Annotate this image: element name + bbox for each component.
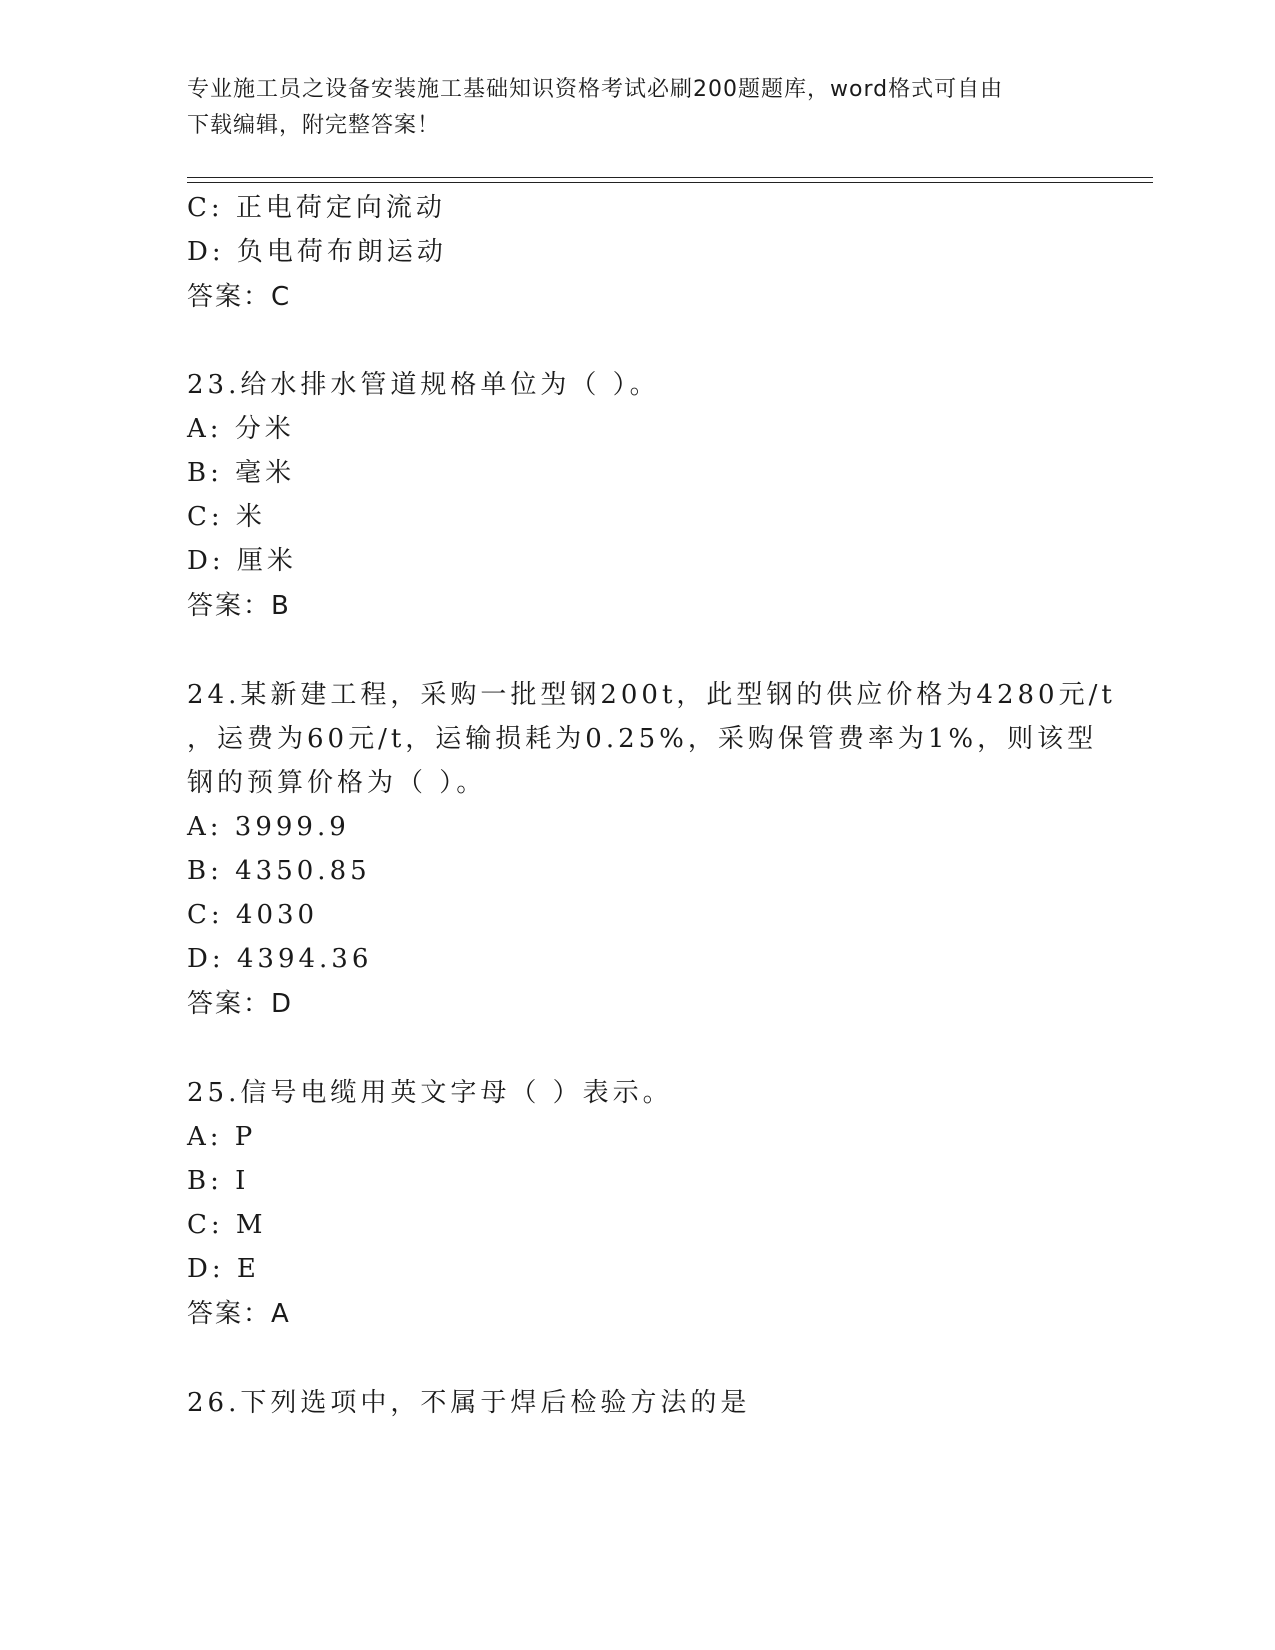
q24-option-c: C: 4030: [187, 900, 319, 930]
header-rule-top: [187, 177, 1153, 178]
q23-option-c: C: 米: [187, 502, 266, 532]
q22-option-c: C: 正电荷定向流动: [187, 193, 446, 223]
q25-option-d: D: E: [187, 1254, 260, 1284]
q26-stem: 26.下列选项中，不属于焊后检验方法的是: [187, 1388, 751, 1418]
document-header: [187, 72, 1087, 144]
q25-option-c: C: M: [187, 1210, 267, 1240]
q25-option-a: A: P: [187, 1122, 257, 1152]
header-rule-bottom: [187, 182, 1153, 183]
q23-stem: 23.给水排水管道规格单位为（ ）。: [187, 370, 660, 400]
q24-option-a: A: 3999.9: [187, 812, 350, 842]
q24-stem-line-2: ，运费为60元/t，运输损耗为0.25%，采购保管费率为1%，则该型: [187, 724, 1098, 754]
q24-option-d: D: 4394.36: [187, 944, 373, 974]
q23-option-b: B: 毫米: [187, 458, 296, 488]
q24-option-b: B: 4350.85: [187, 856, 371, 886]
header-line-1: 专业施工员之设备安装施工基础知识资格考试必刷200题题库，word格式可自由: [187, 77, 1004, 102]
q24-stem-line-1: 24.某新建工程，采购一批型钢200t，此型钢的供应价格为4280元/t: [187, 680, 1116, 710]
q22-option-d: D: 负电荷布朗运动: [187, 237, 447, 267]
q24-stem-line-3: 钢的预算价格为（ ）。: [187, 768, 487, 798]
q23-option-a: A: 分米: [187, 414, 295, 444]
q23-answer: 答案：B: [187, 591, 291, 621]
header-line-2: 下载编辑，附完整答案！: [187, 113, 441, 138]
q22-answer: 答案：C: [187, 282, 292, 312]
q25-option-b: B: I: [187, 1166, 250, 1196]
q25-stem: 25.信号电缆用英文字母（ ）表示。: [187, 1078, 673, 1108]
q24-answer: 答案：D: [187, 989, 294, 1019]
q23-option-d: D: 厘米: [187, 546, 297, 576]
q25-answer: 答案：A: [187, 1299, 291, 1329]
